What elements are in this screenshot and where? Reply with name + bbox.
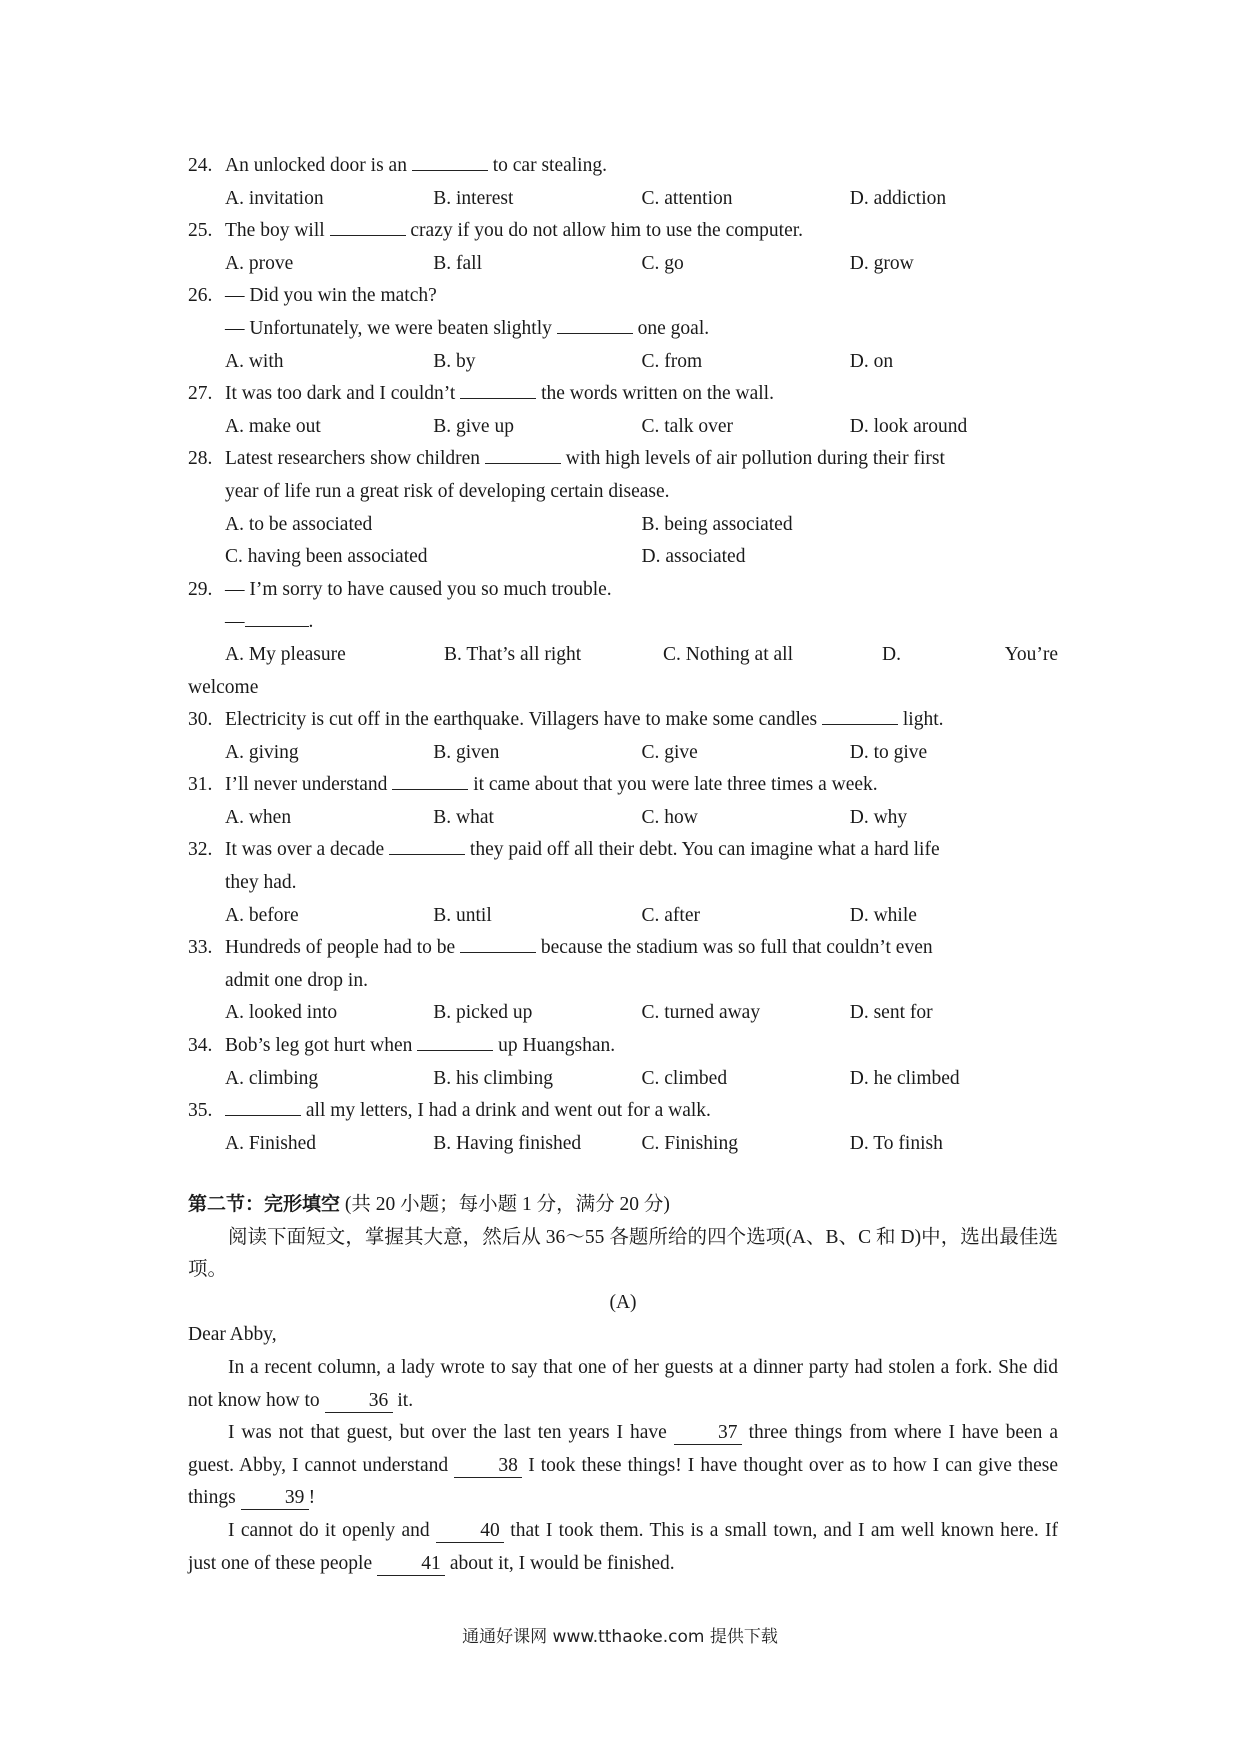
question-29 [188,574,1058,704]
question-30 [188,704,1058,769]
question-number: 32. [188,839,213,861]
answer-blank [485,446,561,464]
cloze-blank-36: 36 [325,1390,393,1413]
question-number: 31. [188,774,213,796]
answer-blank [460,935,536,953]
option-c: C. climbed [641,1067,728,1089]
paragraph-1: In a recent column, a lady wrote to say that one of her guests at a dinner party had stolen a fork. She did not know how to 36 it. [188,1356,1058,1411]
options [188,183,1058,216]
paragraph-2: I was not that guest, but over the last ten years I have 37 three things from where I have been a guest. Abby, I cannot understand 38 I took these things! I have thought over as to how I can give these things 39 ! [188,1422,1058,1509]
options [188,509,1058,542]
question-number: 33. [188,937,213,959]
option-b: B. interest [433,187,514,209]
option-c: C. go [641,252,684,274]
section-title: 第二节：完形填空 [188,1193,341,1215]
section-info: (共 20 小题；每小题 1 分，满分 20 分) [344,1194,670,1215]
answer-blank [417,1033,493,1051]
section-instruction: 阅读下面短文，掌握其大意，然后从 36～55 各题所给的四个选项(A、B、C 和 D)中，选出最佳选项。 [188,1226,1058,1281]
options [188,346,1058,379]
question-number: 30. [188,709,213,731]
paragraph-3: I cannot do it openly and 40 that I took them. This is a small town, and I am well known here. If just one of these people 41 about it, I would be finished. [188,1519,1058,1574]
question-number: 34. [188,1035,213,1057]
letter-salutation: Dear Abby, [188,1324,277,1346]
option-a: A. Finished [225,1132,317,1154]
option-b: B. picked up [433,1002,533,1024]
option-a: A. invitation [225,187,324,209]
question-number: 28. [188,448,213,470]
option-c: C. attention [641,187,733,209]
dialogue-line-1: — Did you win the match? [225,285,437,307]
question-26 [188,280,1058,378]
question-stem-continued: admit one drop in. [225,969,368,991]
option-c: C. how [641,806,698,828]
answer-blank [557,316,633,334]
option-a: A. looked into [225,1002,338,1024]
question-number: 24. [188,155,213,176]
answer-blank [245,609,309,627]
options [188,1128,1058,1161]
question-stem: Electricity is cut off in the earthquake. Villagers have to make some candles light. [225,709,944,731]
options [188,997,1058,1030]
option-d: D. grow [849,252,914,274]
question-35 [188,1095,1058,1160]
dialogue-line-2: — . [225,611,314,633]
option-d: D. associated [641,546,746,568]
question-34 [188,1030,1058,1095]
option-b: B. fall [433,252,482,274]
options [188,411,1058,444]
options [188,900,1058,933]
option-a: A. before [225,904,299,926]
option-d: D. he climbed [849,1067,960,1089]
question-number: 27. [188,383,213,405]
option-d: D. addiction [849,187,947,209]
option-b: B. until [433,904,492,926]
cloze-blank-38: 38 [454,1455,522,1478]
option-b: B. given [433,741,500,763]
option-d: D. look around [849,415,968,437]
cloze-blank-40: 40 [436,1520,504,1543]
option-a: A. My pleasure [225,643,346,665]
question-31 [188,769,1058,834]
option-a: A. with [225,350,284,372]
answer-blank [822,707,898,725]
options [188,737,1058,770]
question-number: 35. [188,1100,213,1122]
options [188,1063,1058,1096]
option-b: B. That’s all right [444,643,582,665]
option-d: D. why [849,806,908,828]
question-stem-continued: year of life run a great risk of developing certain disease. [225,480,670,502]
question-stem: An unlocked door is an to car stealing. [225,155,607,176]
option-d: D. To finish [849,1132,943,1154]
option-c: C. Finishing [641,1132,738,1154]
option-d: D. to give [849,741,928,763]
options [188,248,1058,281]
option-a: A. when [225,806,292,828]
question-32 [188,834,1058,932]
dialogue-line-1: — I’m sorry to have caused you so much trouble. [225,578,612,600]
option-c: C. after [641,904,700,926]
cloze-blank-39: 39 [241,1487,309,1510]
question-stem: Bob’s leg got hurt when up Huangshan. [225,1035,616,1057]
option-a: A. prove [225,252,294,274]
question-stem-continued: they had. [225,872,297,894]
answer-blank [392,772,468,790]
question-28 [188,443,1058,573]
answer-blank [412,153,488,171]
option-c: C. turned away [641,1002,761,1024]
option-d-text: You’re [1004,643,1058,665]
option-c: C. from [641,350,703,372]
dialogue-line-2: — Unfortunately, we were beaten slightly one goal. [225,317,710,339]
question-number: 25. [188,220,213,242]
answer-blank [460,381,536,399]
cloze-blank-37: 37 [674,1422,742,1445]
option-d-text-wrapped: welcome [188,676,259,698]
question-stem: all my letters, I had a drink and went out for a walk. [225,1095,1058,1128]
question-27 [188,378,1058,443]
question-stem: Latest researchers show children with high levels of air pollution during their first [225,448,945,470]
option-d: D. sent for [849,1002,933,1024]
question-stem: It was too dark and I couldn’t the words written on the wall. [225,383,774,405]
option-a: A. to be associated [225,513,373,535]
option-c: C. having been associated [225,546,428,568]
option-c: C. Nothing at all [663,643,793,665]
option-b: B. Having finished [433,1132,582,1154]
options [188,802,1058,835]
option-b: B. give up [433,415,514,437]
question-stem: Hundreds of people had to be because the stadium was so full that couldn’t even [225,937,933,959]
option-b: B. what [433,806,494,828]
options [188,639,1058,672]
option-d: D. while [849,904,917,926]
option-d: D. on [849,350,894,372]
question-number: 29. [188,578,213,600]
passage-label: (A) [609,1291,637,1313]
section-heading [188,1188,1058,1222]
question-stem: The boy will crazy if you do not allow him to use the computer. [225,220,804,242]
option-c: C. talk over [641,415,734,437]
question-33 [188,932,1058,1030]
option-b: B. his climbing [433,1067,553,1089]
answer-blank [330,218,406,236]
question-25 [188,215,1058,280]
option-b: B. by [433,350,476,372]
question-number: 26. [188,285,213,307]
page-footer: 通通好课网 www.tthaoke.com 提供下载 [462,1627,778,1647]
option-a: A. make out [225,415,321,437]
answer-blank [389,837,465,855]
options [188,541,1058,574]
option-a: A. giving [225,741,299,763]
answer-blank [225,1098,301,1116]
option-a: A. climbing [225,1067,319,1089]
option-b: B. being associated [641,513,793,535]
multiple-choice-section [188,150,1058,1160]
cloze-blank-41: 41 [377,1553,445,1576]
option-c: C. give [641,741,698,763]
question-24 [188,150,1058,215]
cloze-section [188,1188,1058,1580]
option-d: D. [882,643,901,665]
question-stem: It was over a decade they paid off all their debt. You can imagine what a hard life [225,839,940,861]
question-stem: I’ll never understand it came about that you were late three times a week. [225,774,878,796]
